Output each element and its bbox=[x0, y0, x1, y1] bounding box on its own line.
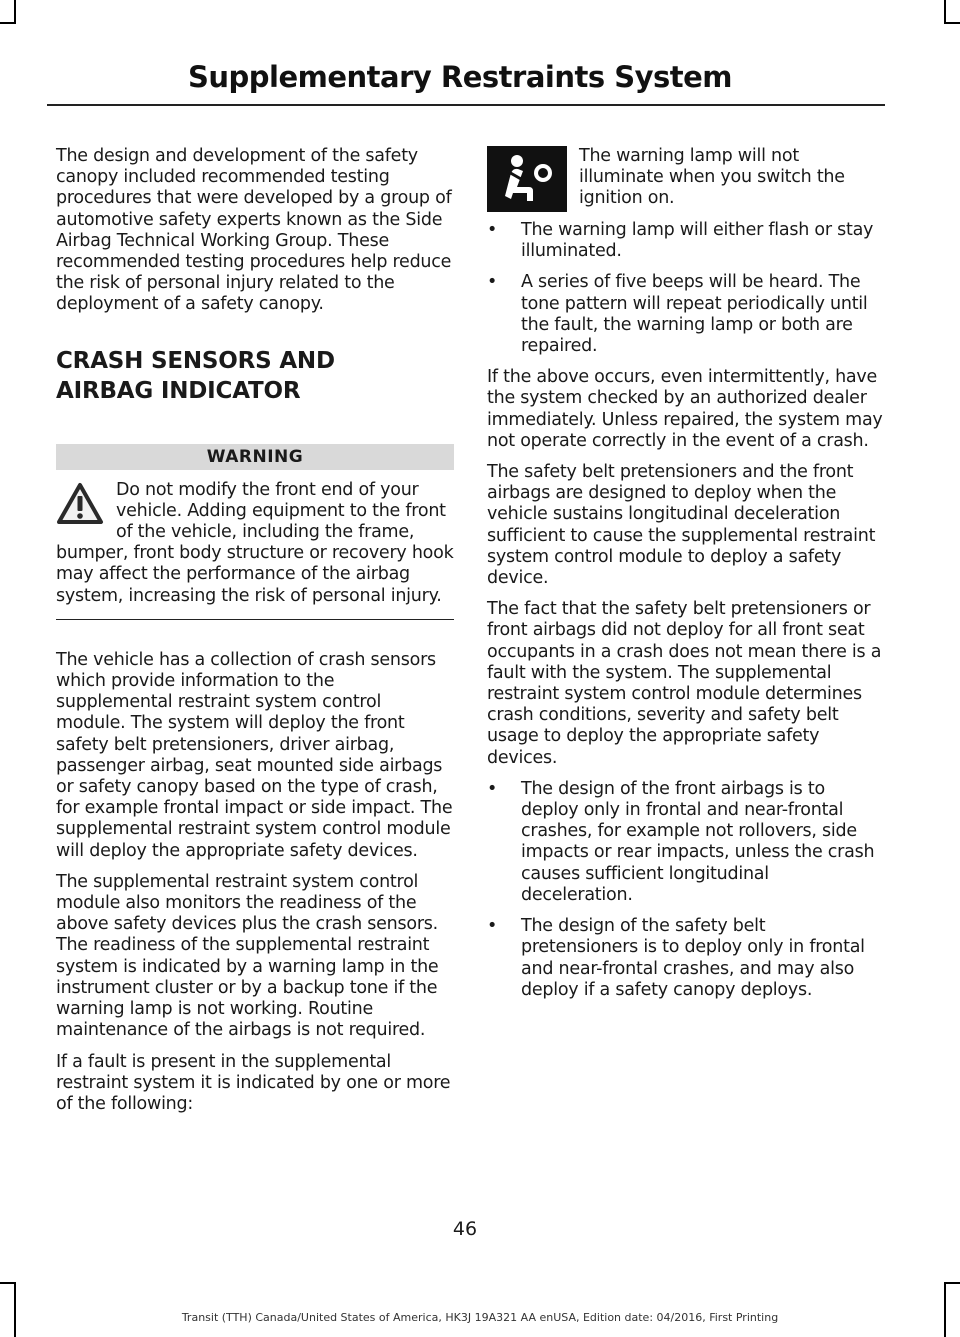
header-rule bbox=[47, 104, 885, 106]
crop-mark bbox=[944, 1282, 946, 1337]
warning-label: WARNING bbox=[56, 444, 454, 470]
crop-mark bbox=[14, 1282, 16, 1337]
crop-mark bbox=[14, 0, 16, 22]
paragraph-readiness: The supplemental restraint system control module also monitors the readiness of the above safety devices plus the crash sensors. The readiness of the supplemental restraint system is indicated by a warning lamp in the instrument cluster or by a backup tone if the warning lamp is not working. Routine maintenance of the airbags is not required. bbox=[56, 871, 439, 1041]
crop-mark bbox=[944, 0, 946, 22]
icon-description: The warning lamp will not illuminate when you switch the ignition on. bbox=[579, 146, 845, 209]
paragraph-fault: If a fault is present in the supplemental restraint system it is indicated by one or more of the following: bbox=[56, 1051, 451, 1114]
right-column bbox=[487, 146, 885, 1011]
list-item: • A series of five beeps will be heard. The tone pattern will repeat periodically until the fault, the warning lamp or both are repaired. bbox=[487, 272, 885, 357]
page-number: 46 bbox=[452, 1218, 478, 1240]
warning-text: Do not modify the front end of your vehicle. Adding equipment to the front of the vehicle, including the frame, bumper, front body structure or recovery hook may affect the performance of the airbag system, increasing the risk of personal injury. bbox=[56, 479, 454, 606]
design-list bbox=[487, 779, 885, 1001]
airbag-warning-lamp-icon bbox=[487, 146, 567, 212]
intro-paragraph: The design and development of the safety canopy included recommended testing procedures that were developed by a group of automotive safety experts known as the Side Airbag Technical Working Group. These recommended testing procedures help reduce the risk of personal injury related to the deployment of a safety canopy. bbox=[56, 146, 452, 315]
paragraph-no-deploy: The fact that the safety belt pretensioners or front airbags did not deploy for all front seat occupants in a crash does not mean there is a fault with the system. The supplemental restraint system control module determines crash conditions, severity and safety belt usage to deploy the appropriate safety devices. bbox=[487, 599, 882, 768]
list-item: • The design of the safety belt pretensioners is to deploy only in frontal and near-frontal crashes, and may also deploy if a safety canopy deploys. bbox=[487, 916, 885, 1001]
footer-edition: Transit (TTH) Canada/United States of America, HK3J 19A321 AA enUSA, Edition date: 04/2016, First Printing bbox=[181, 1311, 779, 1324]
section-heading-line2: AIRBAG INDICATOR bbox=[56, 377, 301, 404]
crop-mark bbox=[944, 1282, 960, 1284]
list-item: • The design of the front airbags is to deploy only in frontal and near-frontal crashes, for example not rollovers, side impacts or rear impacts, unless the crash causes sufficient longitudinal deceleration. bbox=[487, 779, 885, 906]
section-heading-line1: CRASH SENSORS AND bbox=[56, 347, 335, 374]
warning-box bbox=[56, 480, 454, 620]
left-column bbox=[56, 146, 454, 1125]
warning-triangle-icon bbox=[56, 482, 104, 526]
fault-indicator-list bbox=[487, 220, 885, 357]
list-item: • The warning lamp will either flash or stay illuminated. bbox=[487, 220, 885, 262]
paragraph-checked: If the above occurs, even intermittently, have the system checked by an authorized dealer immediately. Unless repaired, the system may not operate correctly in the event of a crash. bbox=[487, 367, 883, 451]
section-heading bbox=[56, 346, 454, 406]
paragraph-deploy-design: The safety belt pretensioners and the front airbags are designed to deploy when the vehicle sustains longitudinal deceleration sufficient to cause the supplemental restraint system control module to deploy a safety device. bbox=[487, 462, 876, 589]
paragraph-crash-sensors: The vehicle has a collection of crash sensors which provide information to the supplemental restraint system control module. The system will deploy the front safety belt pretensioners, driver airbag, passenger airbag, seat mounted side airbags or safety canopy based on the type of crash, for example frontal impact or side impact. The supplemental restraint system control module will deploy the appropriate safety devices. bbox=[56, 649, 453, 861]
page-header-title: Supplementary Restraints System bbox=[187, 60, 732, 94]
crop-mark bbox=[0, 1282, 16, 1284]
crop-mark bbox=[944, 22, 960, 24]
crop-mark bbox=[0, 22, 16, 24]
